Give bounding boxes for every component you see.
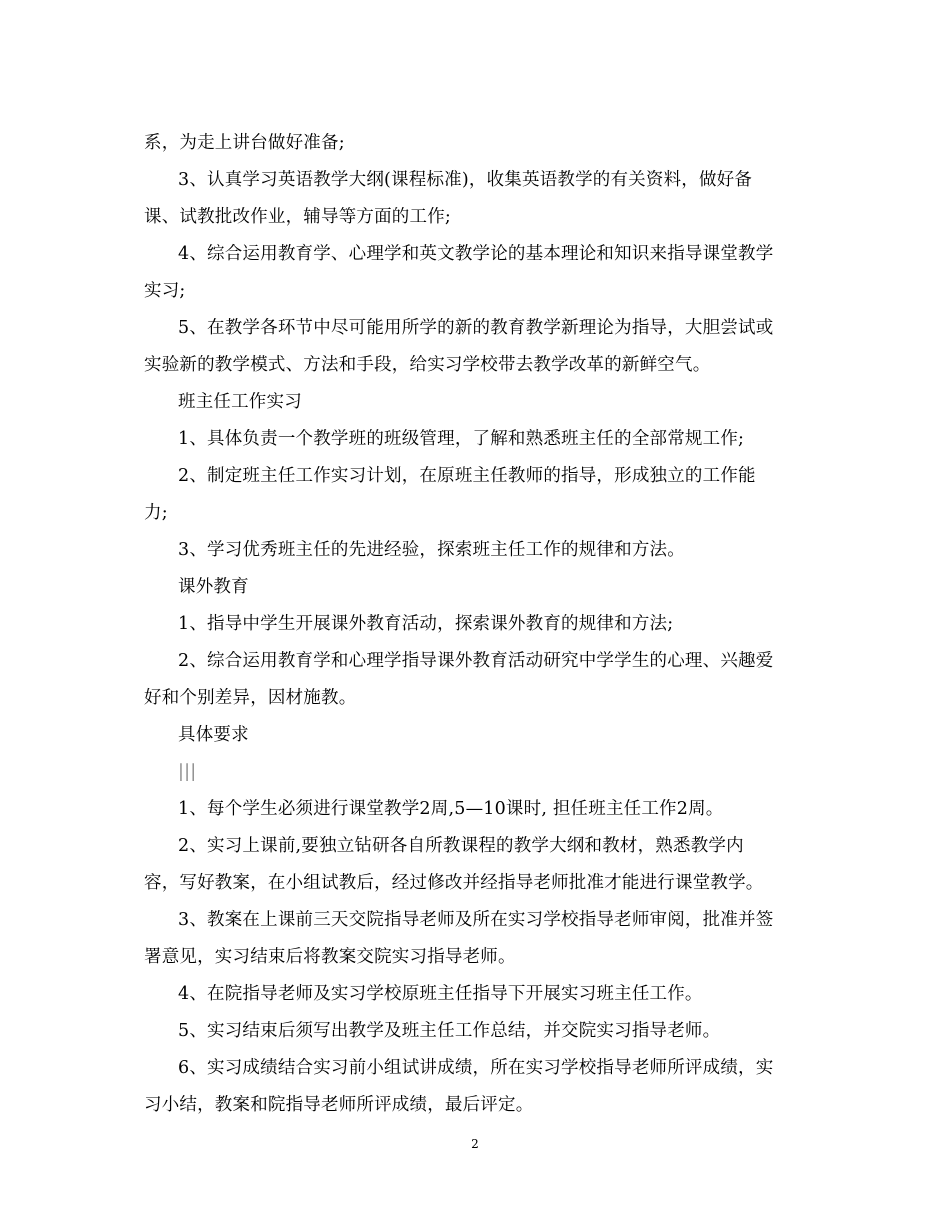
section-heading: 班主任工作实习: [178, 392, 302, 412]
text-line: 实验新的教学模式、方法和手段，给实习学校带去教学改革的新鲜空气。: [144, 355, 711, 375]
page-number: 2: [471, 1137, 479, 1151]
text-line: 力;: [144, 503, 168, 523]
text-line: 容，写好教案，在小组试教后，经过修改并经指导老师批准才能进行课堂教学。: [144, 873, 764, 893]
text-line: 1、指导中学生开展课外教育活动，探索课外教育的规律和方法;: [178, 614, 674, 634]
text-line: 署意见，实习结束后将教案交院实习指导老师。: [144, 947, 516, 967]
text-line: 1、具体负责一个教学班的班级管理，了解和熟悉班主任的全部常规工作;: [178, 429, 745, 449]
text-line: 实习;: [144, 281, 186, 301]
text-line: 3、学习优秀班主任的先进经验，探索班主任工作的规律和方法。: [178, 540, 685, 560]
separator-marks: |||: [178, 762, 197, 782]
text-line: 4、综合运用教育学、心理学和英文教学论的基本理论和知识来指导课堂教学: [178, 244, 774, 264]
text-line: 2、实习上课前,要独立钻研各自所教课程的教学大纲和教材，熟悉教学内: [178, 836, 744, 856]
text-line: 课、试教批改作业，辅导等方面的工作;: [144, 207, 451, 227]
text-line: 6、实习成绩结合实习前小组试讲成绩，所在实习学校指导老师所评成绩，实: [178, 1058, 774, 1078]
text-line: 3、教案在上课前三天交院指导老师及所在实习学校指导老师审阅，批准并签: [178, 910, 774, 930]
text-line: 习小结，教案和院指导老师所评成绩，最后评定。: [144, 1095, 534, 1115]
text-line: 5、在教学各环节中尽可能用所学的新的教育教学新理论为指导，大胆尝试或: [178, 318, 774, 338]
text-line: 4、在院指导老师及实习学校原班主任指导下开展实习班主任工作。: [178, 984, 703, 1004]
text-line: 5、实习结束后须写出教学及班主任工作总结，并交院实习指导老师。: [178, 1021, 721, 1041]
text-line: 系，为走上讲台做好准备;: [144, 133, 345, 153]
text-line: 2、综合运用教育学和心理学指导课外教育活动研究中学学生的心理、兴趣爱: [178, 651, 774, 671]
text-line: 好和个别差异，因材施教。: [144, 688, 357, 708]
section-heading: 具体要求: [178, 725, 249, 745]
text-line: 3、认真学习英语教学大纲(课程标准)，收集英语教学的有关资料，做好备: [178, 170, 753, 190]
text-line: 1、每个学生必须进行课堂教学2周,5—10课时, 担任班主任工作2周。: [178, 799, 724, 819]
text-line: 2、制定班主任工作实习计划，在原班主任教师的指导，形成独立的工作能: [178, 466, 756, 486]
section-heading: 课外教育: [178, 577, 249, 597]
